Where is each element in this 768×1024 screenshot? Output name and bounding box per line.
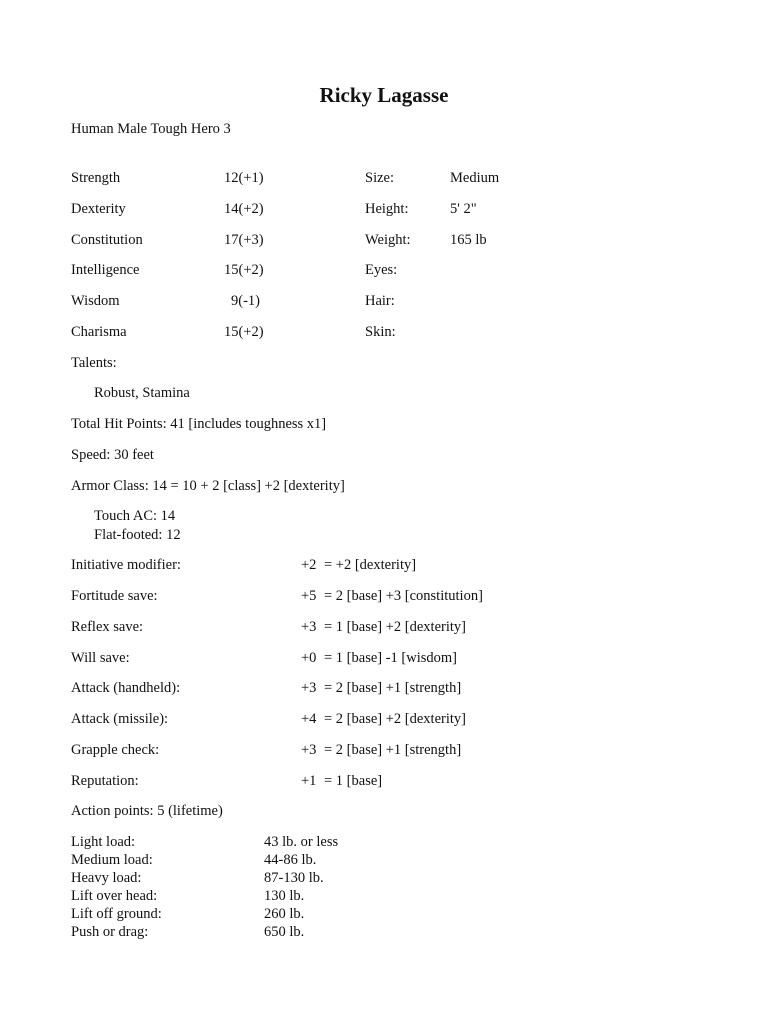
touch-ac: Touch AC: 14 (94, 508, 176, 524)
trait-label: Skin: (365, 324, 396, 340)
ability-name: Wisdom (71, 293, 120, 309)
modifier-formula: = 2 [base] +1 [strength] (324, 742, 462, 758)
modifier-formula: = 1 [base] -1 [wisdom] (324, 650, 458, 666)
load-value: 43 lb. or less (264, 834, 339, 850)
ability-name: Dexterity (71, 201, 126, 217)
modifier-label: Attack (handheld): (71, 680, 181, 696)
load-value: 130 lb. (264, 888, 305, 904)
ability-name: Intelligence (71, 262, 140, 278)
ability-score: 15(+2) (224, 262, 264, 278)
load-value: 87-130 lb. (264, 870, 324, 886)
trait-label: Weight: (365, 232, 411, 248)
page-title: Ricky Lagasse (319, 83, 449, 107)
modifier-value: +0 (301, 650, 317, 666)
trait-label: Height: (365, 201, 409, 217)
trait-label: Eyes: (365, 262, 398, 278)
modifier-label: Reflex save: (71, 619, 144, 635)
modifier-formula: = +2 [dexterity] (324, 557, 417, 573)
trait-label: Hair: (365, 293, 395, 309)
trait-value: 5' 2" (450, 201, 477, 217)
modifier-value: +3 (301, 680, 317, 696)
modifier-value: +4 (301, 711, 317, 727)
modifier-value: +2 (301, 557, 317, 573)
modifier-formula: = 1 [base] +2 [dexterity] (324, 619, 466, 635)
load-label: Lift off ground: (71, 906, 162, 922)
modifier-label: Initiative modifier: (71, 557, 181, 573)
talents-value: Robust, Stamina (94, 385, 190, 401)
trait-value: Medium (450, 170, 500, 186)
load-value: 260 lb. (264, 906, 305, 922)
modifier-value: +3 (301, 742, 317, 758)
modifier-label: Fortitude save: (71, 588, 158, 604)
ability-name: Constitution (71, 232, 143, 248)
ability-score: 12(+1) (224, 170, 264, 186)
trait-label: Size: (365, 170, 394, 186)
action-points: Action points: 5 (lifetime) (71, 803, 223, 819)
hit-points: Total Hit Points: 41 [includes toughness x1] (71, 416, 327, 432)
modifier-formula: = 2 [base] +2 [dexterity] (324, 711, 466, 727)
modifier-label: Will save: (71, 650, 130, 666)
modifier-value: +1 (301, 773, 317, 789)
modifier-value: +5 (301, 588, 317, 604)
speed: Speed: 30 feet (71, 447, 154, 463)
flat-footed-ac: Flat-footed: 12 (94, 527, 181, 543)
ability-score: 14(+2) (224, 201, 264, 217)
ability-score: 15(+2) (224, 324, 264, 340)
armor-class: Armor Class: 14 = 10 + 2 [class] +2 [dexterity] (71, 478, 345, 494)
ability-name: Strength (71, 170, 121, 186)
modifier-value: +3 (301, 619, 317, 635)
load-label: Heavy load: (71, 870, 142, 886)
trait-value: 165 lb (450, 232, 487, 248)
character-class-line: Human Male Tough Hero 3 (71, 121, 231, 137)
modifier-formula: = 2 [base] +1 [strength] (324, 680, 462, 696)
load-value: 44-86 lb. (264, 852, 317, 868)
modifier-label: Grapple check: (71, 742, 160, 758)
load-value: 650 lb. (264, 924, 305, 940)
load-label: Light load: (71, 834, 136, 850)
modifier-formula: = 2 [base] +3 [constitution] (324, 588, 483, 604)
load-label: Lift over head: (71, 888, 158, 904)
modifier-label: Attack (missile): (71, 711, 169, 727)
load-label: Push or drag: (71, 924, 149, 940)
ability-score: 17(+3) (224, 232, 264, 248)
ability-name: Charisma (71, 324, 127, 340)
modifier-label: Reputation: (71, 773, 139, 789)
talents-label: Talents: (71, 355, 117, 371)
modifier-formula: = 1 [base] (324, 773, 383, 789)
ability-score: 9(-1) (231, 293, 260, 309)
load-label: Medium load: (71, 852, 153, 868)
